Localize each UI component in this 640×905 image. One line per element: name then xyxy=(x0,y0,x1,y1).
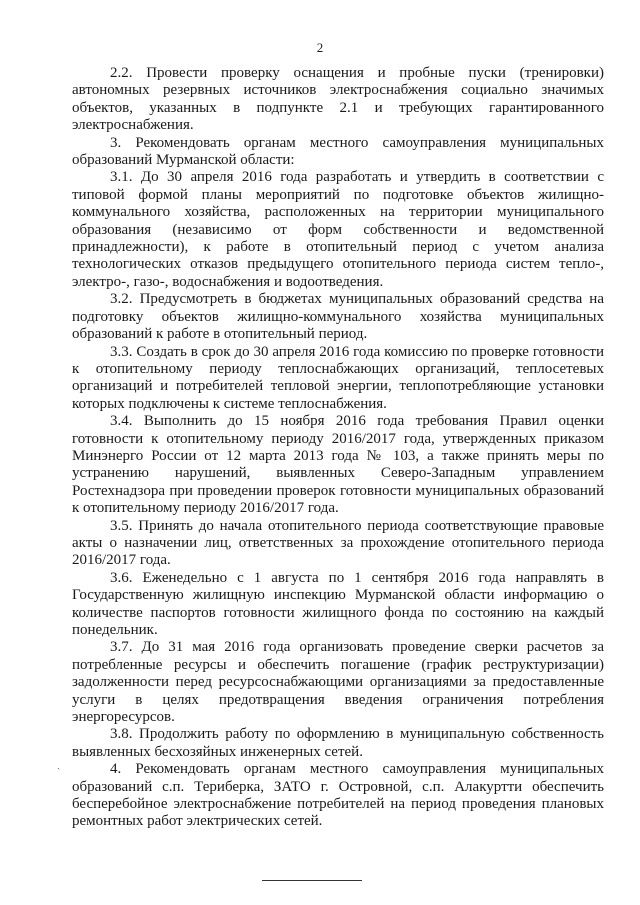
document-body xyxy=(72,65,604,831)
paragraph-3-6: 3.6. Еженедельно с 1 августа по 1 сентября 2016 года направлять в Государственную жилищную инспекцию Мурманской области информацию о количестве паспортов готовности жилищного фонда по состоянию на каждый понедельник. xyxy=(72,569,604,638)
footer-divider xyxy=(262,880,362,881)
paragraph-3-2: 3.2. Предусмотреть в бюджетах муниципальных образований средства на подготовку объектов жилищно-коммунального хозяйства муниципальных образований к работе в отопительный период. xyxy=(72,291,604,343)
paragraph-3-5: 3.5. Принять до начала отопительного периода соответствующие правовые акты о назначении лиц, ответственных за прохождение отопительного периода 2016/2017 года. xyxy=(72,517,604,569)
paragraph-3-4: 3.4. Выполнить до 15 ноября 2016 года требования Правил оценки готовности к отопительному периоду 2016/2017 года, утвержденных приказом Минэнерго России от 12 марта 2013 года № 103, а также принять меры по устранению нарушений, выявленных Северо-Западным управлением Ростехнадзора при проведении проверок готовности муниципальных образований к отопительному периоду 2016/2017 года. xyxy=(72,413,604,517)
paragraph-3-7: 3.7. До 31 мая 2016 года организовать проведение сверки расчетов за потребленные ресурсы и обеспечить погашение (график реструктуризации) задолженности перед ресурсоснабжающими организациями за предоставленные услуги в целях предотвращения введения ограничения потребления энергоресурсов. xyxy=(72,639,604,726)
paragraph-3: 3. Рекомендовать органам местного самоуправления муниципальных образований Мурманской области: xyxy=(72,134,604,169)
page-number: 2 xyxy=(316,40,324,55)
paragraph-2-2: 2.2. Провести проверку оснащения и пробные пуски (тренировки) автономных резервных источников электроснабжения социально значимых объектов, указанных в подпункте 2.1 и требующих гарантированного электроснабжения. xyxy=(72,65,604,134)
paragraph-3-8: 3.8. Продолжить работу по оформлению в муниципальную собственность выявленных бесхозяйных инженерных сетей. xyxy=(72,726,604,760)
paragraph-4: 4. Рекомендовать органам местного самоуправления муниципальных образований с.п. Териберка, ЗАТО г. Островной, с.п. Алакуртти обеспечить бесперебойное электроснабжение потребителей на период проведения плановых ремонтных работ электрических сетей. xyxy=(72,761,604,830)
margin-mark: ˏ xyxy=(57,759,61,770)
paragraph-3-1: 3.1. До 30 апреля 2016 года разработать и утвердить в соответствии с типовой формой планы мероприятий по подготовке объектов жилищно-коммунального хозяйства, расположенных на территории муниципального образования (независимо от форм собственности и ведомственной принадлежности), к работе в отопительный период с учетом анализа технологических отказов предыдущего отопительного периода систем тепло-, электро-, газо-, водоснабжения и водоотведения. xyxy=(72,169,604,290)
paragraph-3-3: 3.3. Создать в срок до 30 апреля 2016 года комиссию по проверке готовности к отопительному периоду теплоснабжающих организаций, теплосетевых организаций и потребителей тепловой энергии, теплопотребляющие установки которых подключены к системе теплоснабжения. xyxy=(72,343,604,412)
